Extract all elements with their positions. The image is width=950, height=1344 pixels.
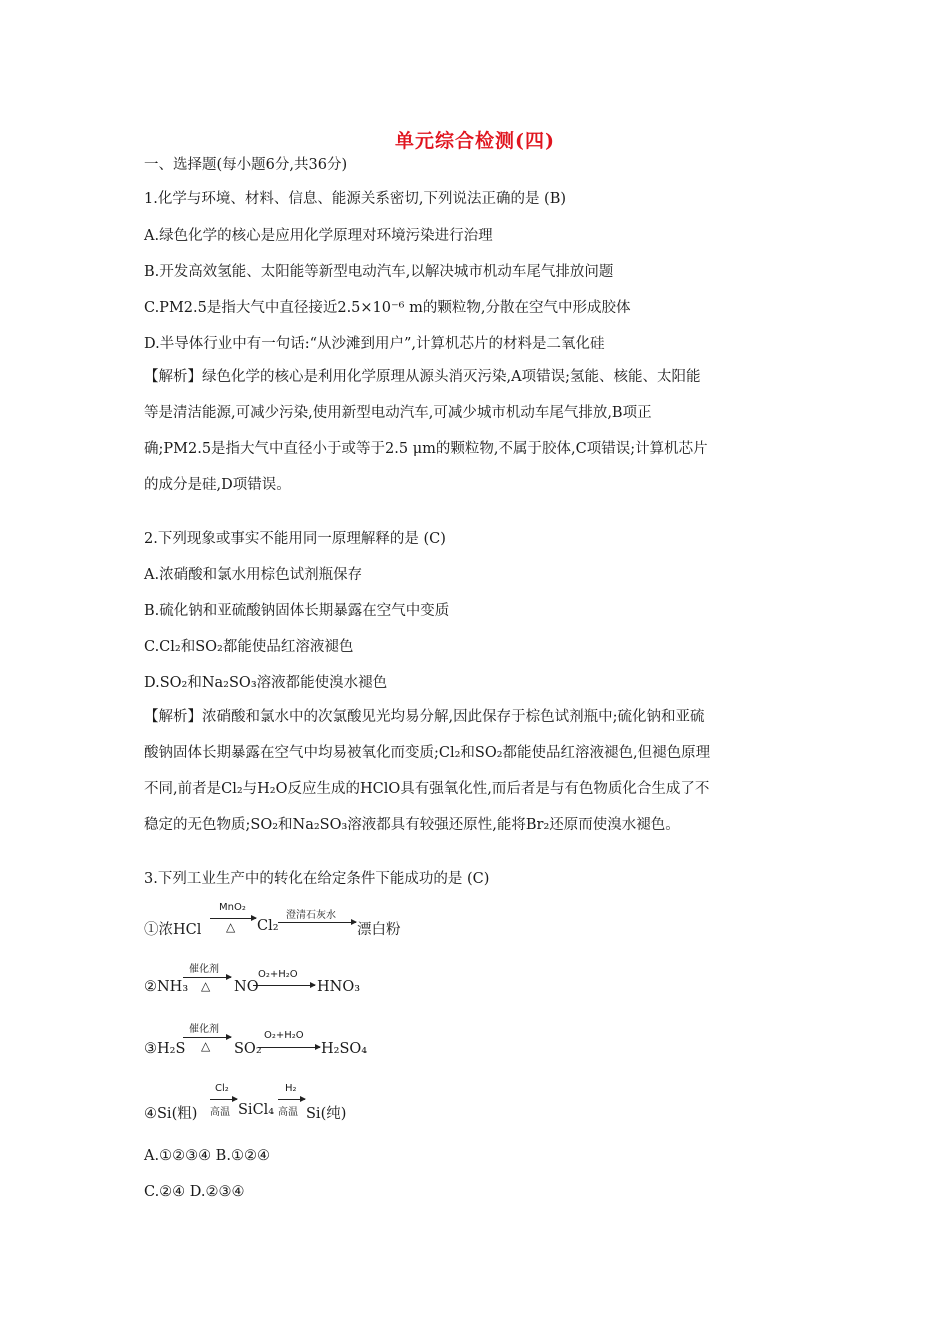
question-2-option-d: D.SO₂和Na₂SO₃溶液都能使溴水褪色 xyxy=(144,675,388,691)
analysis-line: 【解析】绿色化学的核心是利用化学原理从源头消灭污染,A项错误;氢能、核能、太阳能 xyxy=(144,369,701,385)
arrow-icon xyxy=(258,1047,320,1048)
reaction-3-reagent-2: O₂+H₂O xyxy=(264,1030,304,1041)
analysis-line: 不同,前者是Cl₂与H₂O反应生成的HClO具有强氧化性,而后者是与有色物质化合生成了不 xyxy=(144,781,710,797)
reaction-4-mid: SiCl₄ xyxy=(238,1102,275,1118)
reaction-3-reagent-1: 催化剂 xyxy=(189,1024,219,1035)
question-3-options-cd: C.②④ D.②③④ xyxy=(144,1184,245,1200)
question-2-option-a: A.浓硝酸和氯水用棕色试剂瓶保存 xyxy=(144,567,363,583)
reaction-4-condition-1: 高温 xyxy=(210,1107,230,1118)
reaction-3-end: H₂SO₄ xyxy=(321,1041,368,1057)
reaction-2-end: HNO₃ xyxy=(317,979,361,995)
reaction-4-start: ④Si(粗) xyxy=(144,1106,198,1122)
reaction-2-condition-1: △ xyxy=(201,979,211,993)
question-1-option-c: C.PM2.5是指大气中直径接近2.5×10⁻⁶ m的颗粒物,分散在空气中形成胶体 xyxy=(144,300,631,316)
question-3-options-ab: A.①②③④ B.①②④ xyxy=(144,1148,270,1164)
question-2-option-c: C.Cl₂和SO₂都能使品红溶液褪色 xyxy=(144,639,354,655)
reaction-1-reagent-2: 澄清石灰水 xyxy=(286,910,336,921)
reaction-1-reagent-1: MnO₂ xyxy=(219,902,246,913)
reaction-3-start: ③H₂S xyxy=(144,1041,186,1057)
analysis-line: 稳定的无色物质;SO₂和Na₂SO₃溶液都具有较强还原性,能将Br₂还原而使溴水褪色。 xyxy=(144,817,680,833)
reaction-3-mid: SO₂ xyxy=(234,1041,262,1057)
arrow-icon xyxy=(278,1099,305,1100)
arrow-icon xyxy=(210,918,256,919)
arrow-icon xyxy=(253,985,315,986)
analysis-line: 确;PM2.5是指大气中直径小于或等于2.5 μm的颗粒物,不属于胶体,C项错误;计算机芯片 xyxy=(144,441,708,457)
reaction-1-mid: Cl₂ xyxy=(257,918,279,934)
question-1-option-a: A.绿色化学的核心是应用化学原理对环境污染进行治理 xyxy=(144,228,493,244)
arrow-icon xyxy=(183,1037,231,1038)
reaction-1-condition-1: △ xyxy=(226,920,236,934)
reaction-1-end: 漂白粉 xyxy=(357,922,401,938)
question-2-option-b: B.硫化钠和亚硫酸钠固体长期暴露在空气中变质 xyxy=(144,603,450,619)
question-2-stem: 2.下列现象或事实不能用同一原理解释的是 (C) xyxy=(144,531,446,547)
reaction-2-reagent-1: 催化剂 xyxy=(189,964,219,975)
reaction-4-reagent-1: Cl₂ xyxy=(215,1083,229,1094)
question-1-stem: 1.化学与环境、材料、信息、能源关系密切,下列说法正确的是 (B) xyxy=(144,191,567,207)
analysis-line: 等是清洁能源,可减少污染,使用新型电动汽车,可减少城市机动车尾气排放,B项正 xyxy=(144,405,652,421)
question-3-stem: 3.下列工业生产中的转化在给定条件下能成功的是 (C) xyxy=(144,871,490,887)
analysis-line: 的成分是硅,D项错误。 xyxy=(144,477,291,493)
page-title: 单元综合检测(四) xyxy=(395,130,555,152)
question-2-analysis xyxy=(144,707,812,851)
reaction-2-mid: NO xyxy=(234,979,259,995)
reaction-3-condition-1: △ xyxy=(201,1039,211,1053)
reaction-4-reagent-2: H₂ xyxy=(285,1083,297,1094)
analysis-line: 【解析】浓硝酸和氯水中的次氯酸见光均易分解,因此保存于棕色试剂瓶中;硫化钠和亚硫 xyxy=(144,709,705,725)
analysis-line: 酸钠固体长期暴露在空气中均易被氧化而变质;Cl₂和SO₂都能使品红溶液褪色,但褪色原理 xyxy=(144,745,711,761)
section-heading: 一、选择题(每小题6分,共36分) xyxy=(144,157,348,173)
arrow-icon xyxy=(183,977,231,978)
question-1-option-d: D.半导体行业中有一句话:“从沙滩到用户”,计算机芯片的材料是二氧化硅 xyxy=(144,336,605,352)
reaction-1-start: ①浓HCl xyxy=(144,922,202,938)
reaction-4-condition-2: 高温 xyxy=(278,1107,298,1118)
question-1-option-b: B.开发高效氢能、太阳能等新型电动汽车,以解决城市机动车尾气排放问题 xyxy=(144,264,614,280)
reaction-2-start: ②NH₃ xyxy=(144,979,189,995)
reaction-2-reagent-2: O₂+H₂O xyxy=(258,969,298,980)
reaction-4-end: Si(纯) xyxy=(306,1106,347,1122)
arrow-icon xyxy=(210,1099,237,1100)
question-1-analysis xyxy=(144,367,812,511)
arrow-icon xyxy=(278,922,356,923)
